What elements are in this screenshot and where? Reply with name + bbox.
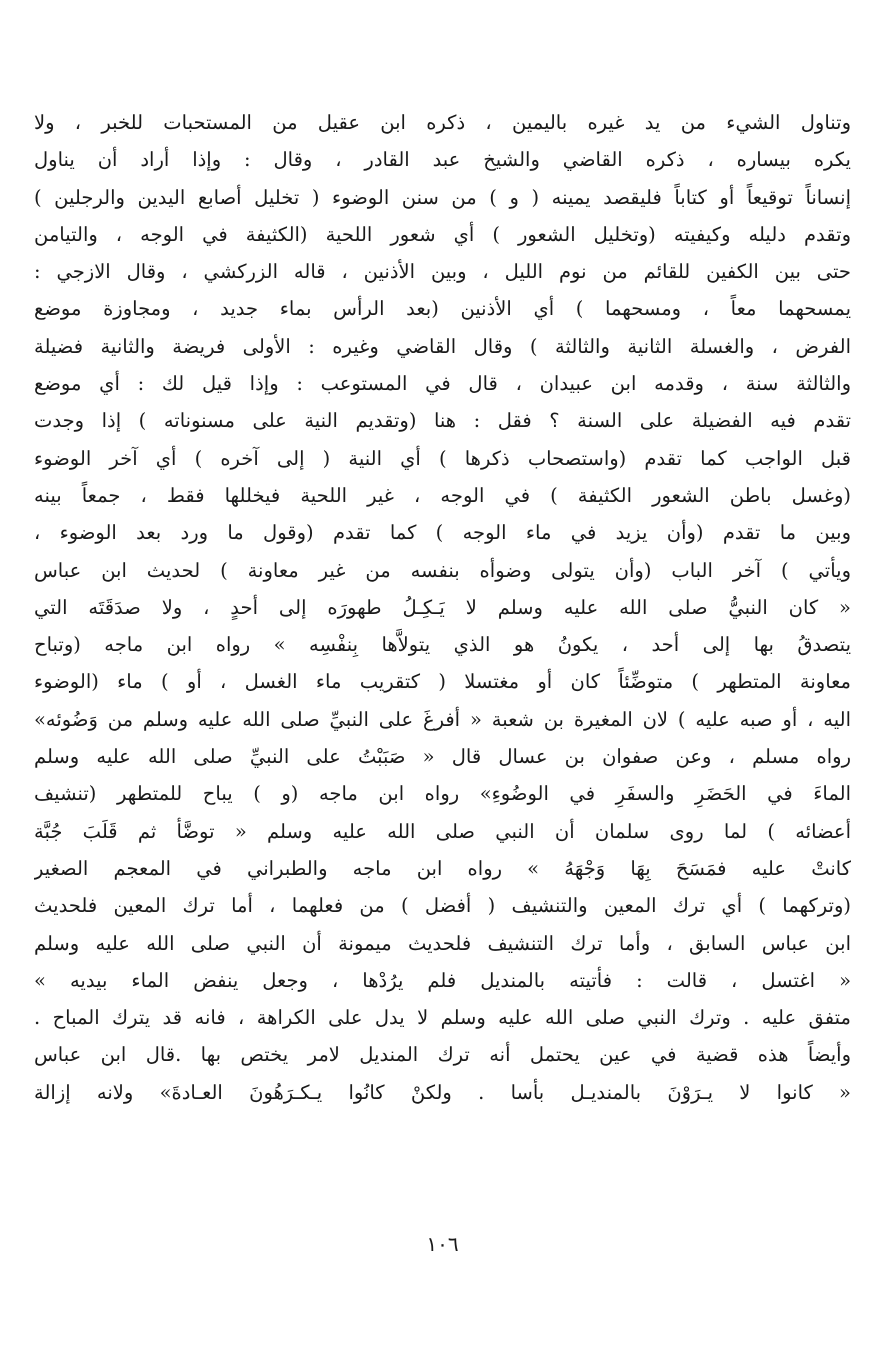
- text-line: « كانوا لا يـرَوْنَ بالمنديـل بأسا . ولكنْ كانُوا يـكـرَهُونَ العـادةَ» ولانه إزالة: [34, 1080, 851, 1104]
- text-line: كانتْ عليه فمَسَحَ بِهَا وَجْهَهُ » رواه ابن ماجه والطبراني في المعجم الصغير: [34, 856, 851, 880]
- text-line: (وتركهما ) أي ترك المعين والتنشيف ( أفضل ) من فعلهما ، أما ترك المعين فلحديث: [34, 894, 851, 918]
- text-line: الفرض ، والغسلة الثانية والثالثة ) وقال القاضي وغيره : الأولى فريضة والثانية فضيلة: [34, 334, 851, 358]
- text-line: إنساناً توقيعاً أو كتاباً فليقصد يمينه ( و ) من سنن الوضوء ( تخليل أصابع اليدين والرجلين ): [34, 185, 851, 209]
- text-line: الماءَ في الحَضَرِ والسفَرِ في الوضُوءِ» رواه ابن ماجه (و ) يباح للمتطهر (تنشيف: [34, 782, 851, 806]
- text-line: متفق عليه . وترك النبي صلى الله عليه وسلم لا يدل على الكراهة ، فانه قد يترك المباح .: [34, 1006, 851, 1030]
- text-line: اليه ، أو صبه عليه ) لان المغيرة بن شعبة « أفرغَ على النبيِّ صلى الله عليه وسلم من وَضُوئه»: [34, 707, 851, 731]
- text-line: حتى بين الكفين للقائم من نوم الليل ، وبين الأذنين ، قاله الزركشي ، وقال الازجي :: [34, 260, 851, 284]
- text-line: وتقدم دليله وكيفيته (وتخليل الشعور ) أي شعور اللحية (الكثيفة في الوجه ، والتيامن: [34, 222, 851, 246]
- text-line: تقدم فيه الفضيلة على السنة ؟ فقل : هنا (وتقديم النية على مسنوناته ) إذا وجدت: [34, 409, 851, 433]
- text-line: « اغتسل ، قالت : فأتيته بالمنديل فلم يرُدْها ، وجعل ينفض الماء بيديه »: [34, 968, 851, 992]
- text-line: ابن عباس السابق ، وأما ترك التنشيف فلحديث ميمونة أن النبي صلى الله عليه وسلم: [34, 931, 851, 955]
- page-number: ١٠٦: [426, 1232, 459, 1256]
- text-line: رواه مسلم ، وعن صفوان بن عسال قال « صَبَبْتُ على النبيِّ صلى الله عليه وسلم: [34, 745, 851, 769]
- text-line: معاونة المتطهر ) متوضِّئاً كان أو مغتسلا ( كتقريب ماء الغسل ، أو ) ماء (الوضوء: [34, 670, 851, 694]
- text-line: يتصدقُ بها إلى أحد ، يكونُ هو الذي يتولاَّها بِنفْسِه » رواه ابن ماجه (وتباح: [34, 633, 851, 657]
- text-line: يمسحهما معاً ، ومسحهما ) أي الأذنين (بعد الرأس بماء جديد ، ومجاوزة موضع: [34, 297, 851, 321]
- text-line: يكره بيساره ، ذكره القاضي والشيخ عبد القادر ، وقال : وإذا أراد أن يناول: [34, 148, 851, 172]
- text-line: قبل الواجب كما تقدم (واستصحاب ذكرها ) أي النية ( إلى آخره ) أي آخر الوضوء: [34, 446, 851, 470]
- text-line: (وغسل باطن الشعور الكثيفة ) في الوجه ، غير اللحية فيخللها فقط ، جمعاً بينه: [34, 483, 851, 507]
- text-line: أعضائه ) لما روى سلمان أن النبي صلى الله عليه وسلم « توضَّأ ثم قَلَبَ جُبَّة: [34, 819, 851, 843]
- text-line: وأيضاً هذه قضية في عين يحتمل أنه ترك المنديل لامر يختص بها .قال ابن عباس: [34, 1043, 851, 1067]
- text-line: وتناول الشيء من يد غيره باليمين ، ذكره ابن عقيل من المستحبات للخبر ، ولا: [34, 111, 851, 134]
- text-line: « كان النبيُّ صلى الله عليه وسلم لا يَـكِـلُ طهورَه إلى أحدٍ ، ولا صدَقَتَه التي: [34, 595, 851, 619]
- text-line: والثالثة سنة ، وقدمه ابن عبيدان ، قال في المستوعب : وإذا قيل لك : أي موضع: [34, 372, 851, 396]
- body-text: [34, 104, 851, 1111]
- text-line: ويأتي ) آخر الباب (وأن يتولى وضوأه بنفسه من غير معاونة ) لحديث ابن عباس: [34, 558, 851, 582]
- text-line: وبين ما تقدم (وأن يزيد في ماء الوجه ) كما تقدم (وقول ما ورد بعد الوضوء ،: [34, 521, 851, 545]
